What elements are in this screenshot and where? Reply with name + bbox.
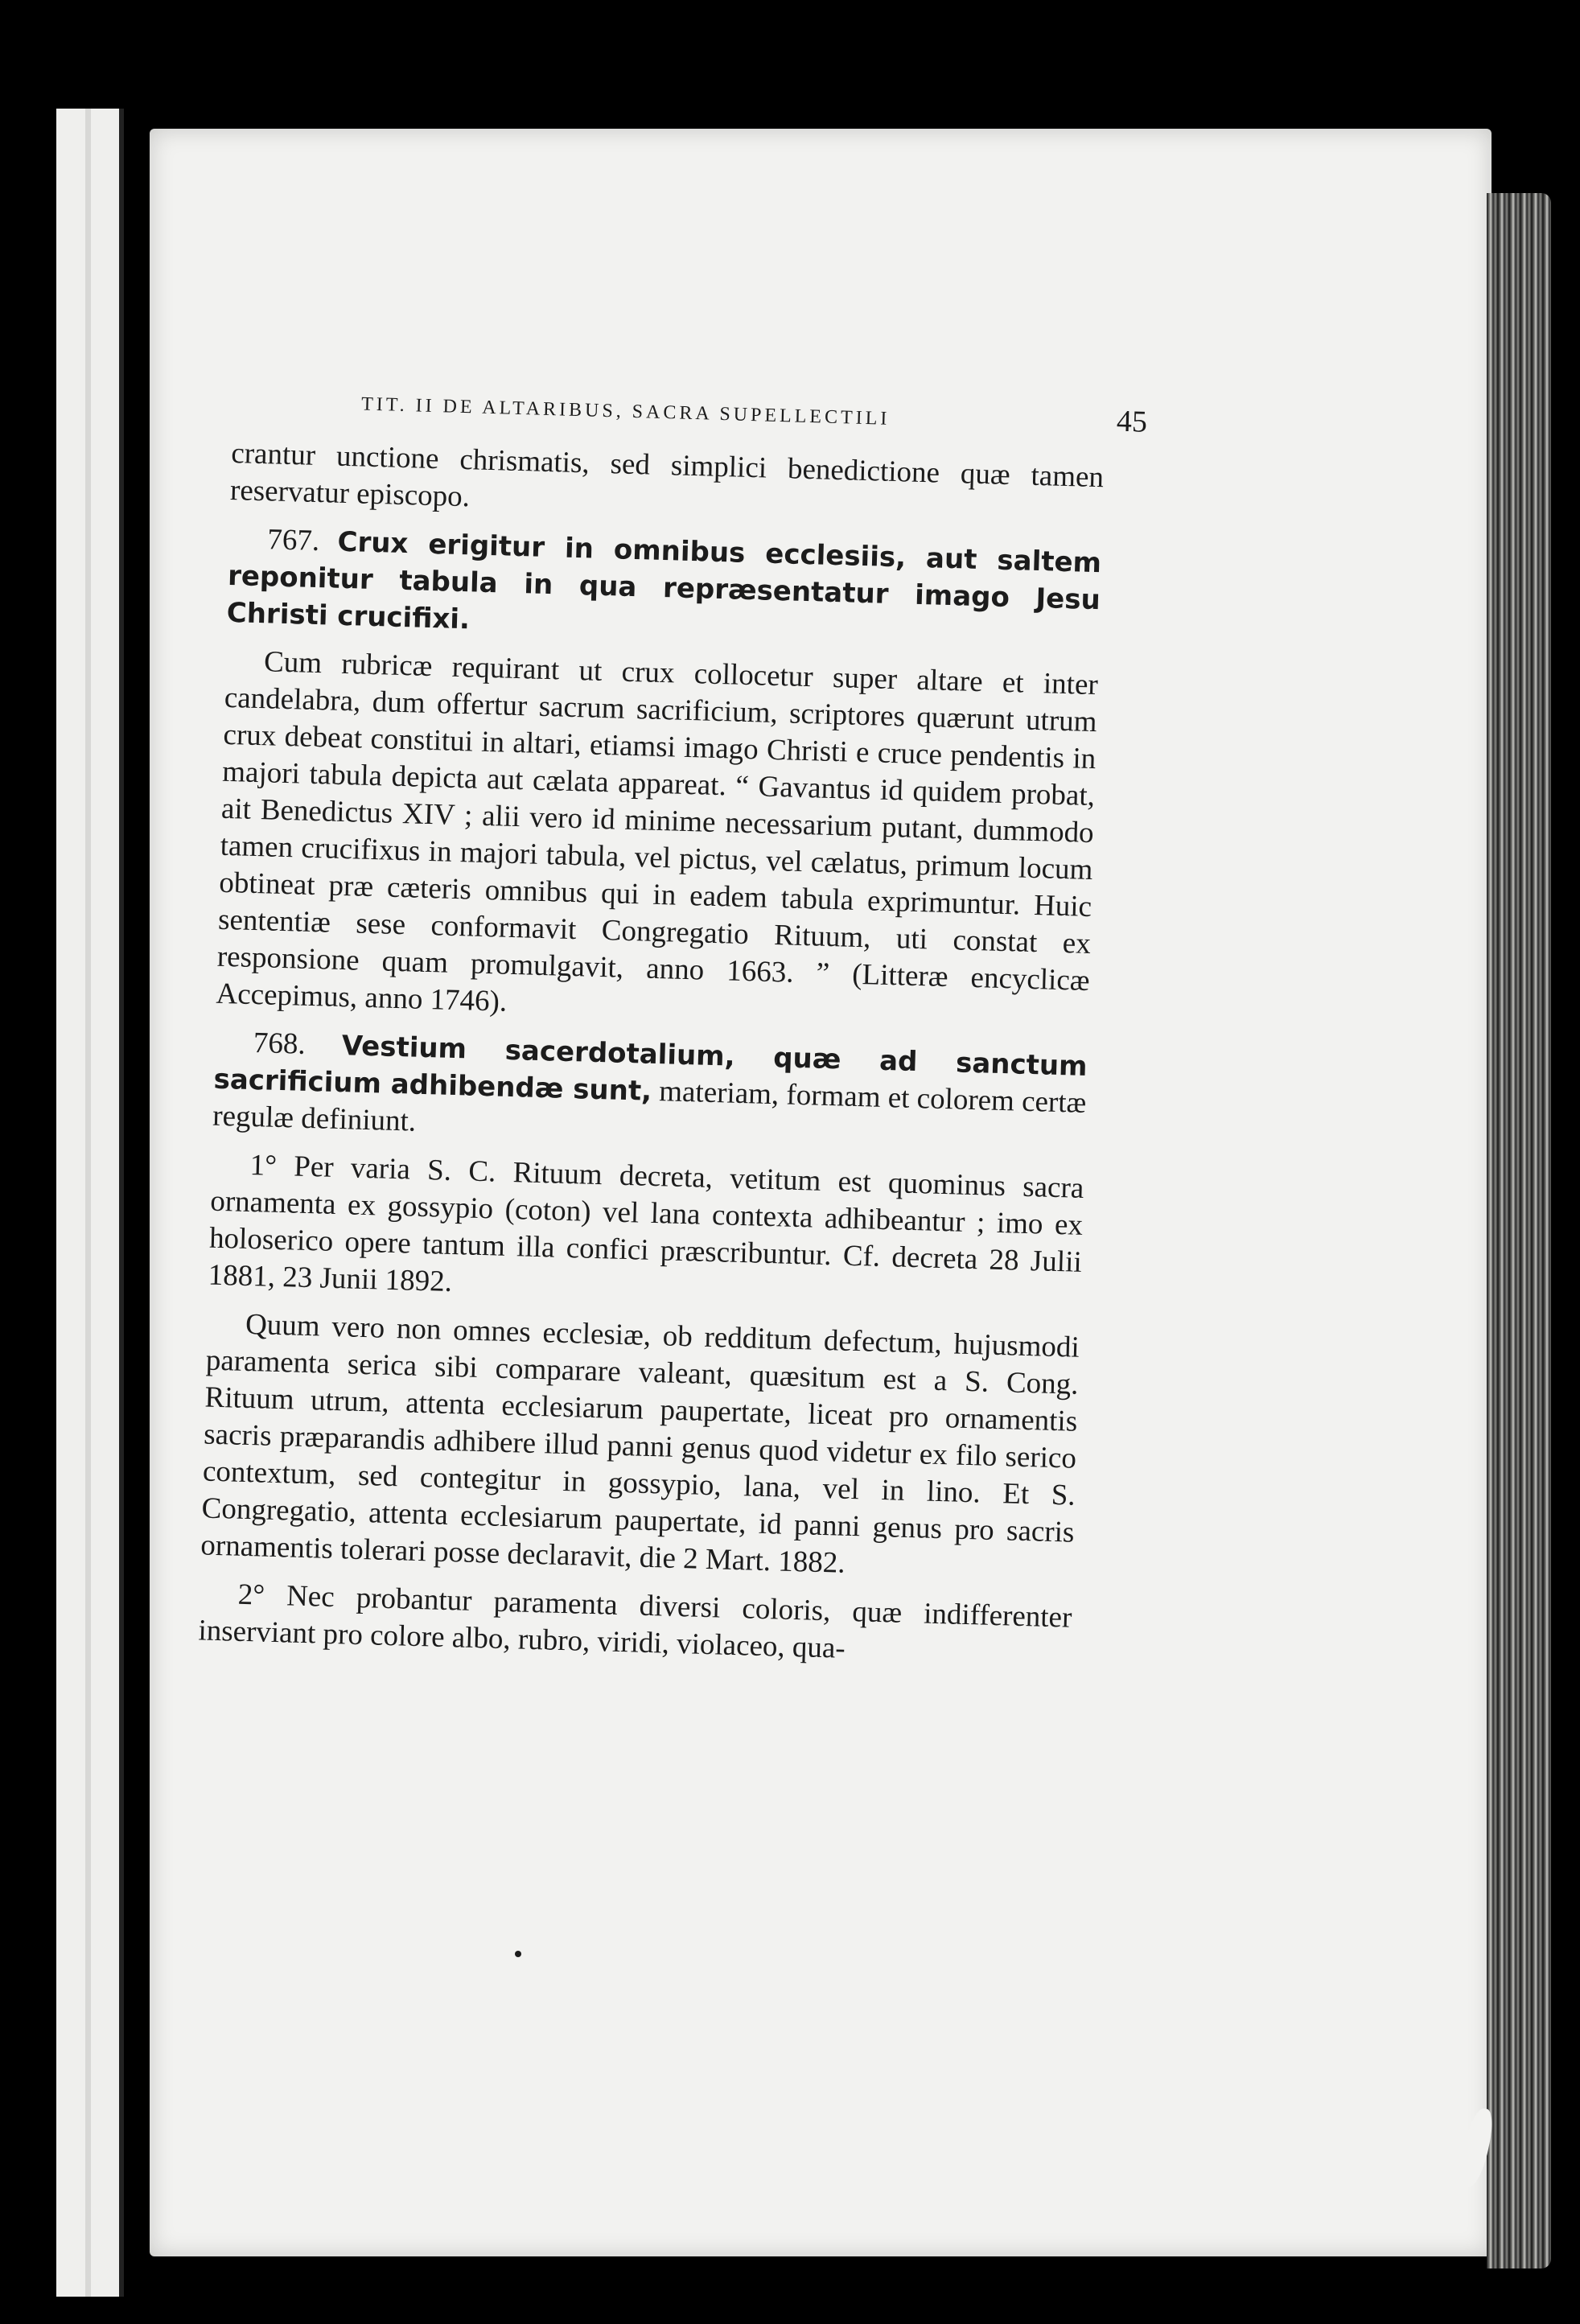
page-text bbox=[197, 378, 1148, 1685]
section-title-rest: materiam, formam et colorem certæ regulæ definiunt. bbox=[212, 1075, 1087, 1138]
section-number: 767. bbox=[266, 523, 320, 558]
section-767-text: Cum rubricæ requirant ut crux collocetur super altare et inter candelabra, dum offertur sacrum sacrificium, scriptores quærunt utrum crux debeat constitui in altari, etiamsi imago Christi e cruce pendentis in majori tabula depicta aut cælata appareat. “ Gavantus id quidem probat, ait Benedictus XIV ; alii vero id minime necessarium putant, dummodo tamen crucifixus in majori tabula, vel pictus, vel cælatus, primum locum obtineat præ cæteris omnibus qui in eadem tabula exprimuntur. Huic sententiæ sese conformavit Congregatio Rituum, uti constat ex responsione quam promulgavit, anno 1663. ” (Litteræ encyclicæ Accepimus, anno 1746). bbox=[216, 645, 1099, 1018]
section-number: 768. bbox=[253, 1026, 307, 1061]
section-title: Crux erigitur in omnibus ecclesiis, aut saltem reponitur tabula in qua repræsentatur imago Jesu Christi crucifixi. bbox=[226, 525, 1102, 636]
running-title: TIT. II DE ALTARIBUS, SACRA SUPELLECTILI bbox=[360, 393, 891, 430]
section-768-point-2: 2° Nec probantur paramenta diversi coloris, quæ indifferenter inserviant pro colore albo, rubro, viridi, violaceo, qua- bbox=[197, 1577, 1072, 1665]
continued-paragraph: crantur unctione chrismatis, sed simplici benedictione quæ tamen reservatur episcopo. bbox=[229, 436, 1105, 514]
page-stack-edge bbox=[1487, 193, 1551, 2268]
left-page-edge bbox=[56, 109, 124, 2297]
section-767-heading bbox=[226, 520, 1101, 656]
section-768-paragraph: Quum vero non omnes ecclesiæ, ob redditum defectum, hujusmodi paramenta serica sibi comparare valeant, quæsitum est a S. Cong. Rituum utrum, attenta ecclesiarum paupertate, liceat pro ornamentis sacris præparandis adhibere illud panni genus quod videtur ex filo serico contextum, sed contegitur in gossypio, lana, vel in lino. Et S. Congregatio, attenta ecclesiarum paupertate, id panni genus pro sacris ornamentis tolerari posse declaravit, die 2 Mart. 1882. bbox=[200, 1307, 1080, 1580]
section-768-point-1: 1° Per varia S. C. Rituum decreta, vetitum est quominus sacra ornamenta ex gossypio (coton) vel lana contexta adhibeantur ; imo ex holoserico opere tantum illa confici præscribuntur. Cf. decreta 28 Julii 1881, 23 Junii 1892. bbox=[208, 1148, 1084, 1299]
section-title: Vestium sacerdotalium, quæ ad sanctum sacrificium adhibendæ sunt, bbox=[213, 1030, 1088, 1108]
section-768-heading bbox=[212, 1024, 1088, 1159]
ink-dot bbox=[515, 1951, 521, 1957]
page-number: 45 bbox=[1116, 404, 1148, 439]
